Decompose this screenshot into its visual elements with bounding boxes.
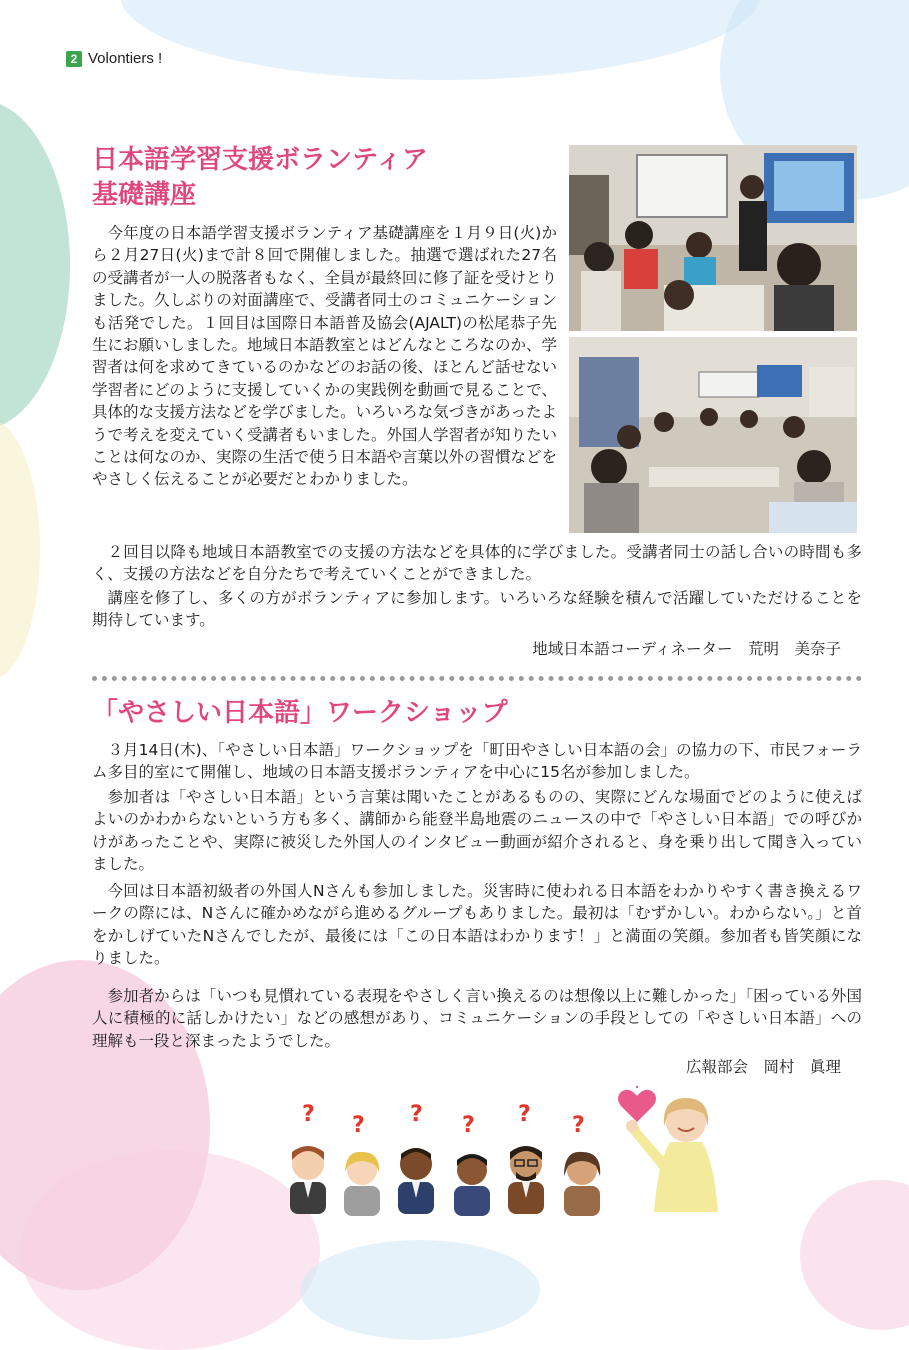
photo-lecture bbox=[569, 145, 857, 331]
background-blob-pink-light bbox=[20, 1150, 320, 1350]
person-1-icon bbox=[282, 1138, 334, 1214]
person-6-icon bbox=[556, 1146, 608, 1216]
person-4-icon bbox=[446, 1146, 498, 1216]
section2-title: 「やさしい日本語」ワークショップ bbox=[92, 698, 508, 728]
question-mark-icon: ? bbox=[410, 1102, 423, 1127]
background-blob-blue bbox=[120, 0, 760, 80]
question-mark-icon: ? bbox=[302, 1102, 315, 1127]
person-5-icon bbox=[500, 1138, 552, 1214]
section2-signature: 広報部会 岡村 眞理 bbox=[685, 1058, 841, 1076]
photo-classroom bbox=[569, 337, 857, 533]
section1-title-line1: 日本語学習支援ボランティア bbox=[92, 145, 428, 175]
section2-paragraph1: ３月14日(木)、「やさしい日本語」ワークショップを「町田やさしい日本語の会」の協力の下、市民フォーラム多目的室にて開催し、地域の日本語支援ボランティアを中心に15名が参加しました。 bbox=[92, 741, 862, 782]
background-blob-green bbox=[0, 100, 70, 430]
section1-title bbox=[92, 143, 428, 213]
section-divider bbox=[92, 676, 862, 681]
header-label: Volontiers ! bbox=[88, 50, 163, 67]
page-header bbox=[66, 50, 162, 67]
background-blob-blue-bottom bbox=[300, 1240, 540, 1340]
person-3-icon bbox=[390, 1138, 442, 1214]
section1-paragraph3: 講座を修了し、多くの方がボランティアに参加します。いろいろな経験を積んで活躍していただけることを期待しています。 bbox=[92, 589, 862, 630]
section1-signature: 地域日本語コーディネーター 荒明 美奈子 bbox=[532, 640, 841, 658]
photo-classroom-image bbox=[569, 337, 857, 533]
teacher-icon bbox=[618, 1092, 728, 1212]
section1-paragraph2: ２回目以降も地域日本語教室での支援の方法などを具体的に学びました。受講者同士の話し合いの時間も多く、支援の方法などを自分たちで考えていくことができました。 bbox=[92, 543, 862, 584]
background-blob-pink-bottom-right bbox=[800, 1180, 909, 1330]
background-blob-yellow bbox=[0, 420, 40, 680]
photo-lecture-image bbox=[569, 145, 857, 331]
section2-paragraph4: 参加者からは「いつも見慣れている表現をやさしく言い換えるのは想像以上に難しかった」「困っている外国人に積極的に話しかけたい」などの感想があり、コミュニケーションの手段としての「やさしい日本語」への理解も一段と深まったようでした。 bbox=[92, 987, 862, 1050]
question-mark-icon: ? bbox=[572, 1113, 585, 1138]
section1-paragraph1: 今年度の日本語学習支援ボランティア基礎講座を１月９日(火)から２月27日(火)まで計８回で開催しました。抽選で選ばれた27名の受講者が一人の脱落者もなく、全員が最終回に修了証を受けとりました。久しぶりの対面講座で、受講者同士のコミュニケーションも活発でした。１回目は国際日本語普及協会(AJALT)の松尾恭子先生にお願いしました。地域日本語教室とはどんなところなのか、学習者は何を求めてきているのかなどのお話の後、ほとんど話せない学習者にどのように支援していくかの実践例を動画で見ることで、具体的な支援方法などを学びました。いろいろな気づきがあったようで考えを変えていく受講者もいました。外国人学習者が知りたいことは何なのか、実際の生活で使う日本語や言葉以外の習慣などをやさしく伝えることが必要だとわかりました。 bbox=[92, 224, 558, 489]
question-mark-icon: ? bbox=[518, 1102, 531, 1127]
question-mark-icon: ? bbox=[462, 1113, 475, 1138]
section2-paragraph2: 参加者は「やさしい日本語」という言葉は聞いたことがあるものの、実際にどんな場面でどのように使えばよいのかわからないという方も多く、講師から能登半島地震のニュースの中で「やさしい日本語」での呼びかけがあったことや、実際に被災した外国人のインタビュー動画が紹介されると、身を乗り出して聞き入っていました。 bbox=[92, 788, 862, 874]
section1-title-line2: 基礎講座 bbox=[92, 180, 197, 210]
person-2-icon bbox=[336, 1146, 388, 1216]
page-number-box: 2 bbox=[66, 51, 82, 67]
section2-paragraph3: 今回は日本語初級者の外国人Nさんも参加しました。災害時に使われる日本語をわかりやすく書き換えるワークの際には、Nさんに確かめながら進めるグループもありました。最初は「むずかしい。わからない。」と首をかしげていたNさんでしたが、最後には「この日本語はわかります！」と満面の笑顔。参加者も皆笑顔になりました。 bbox=[92, 882, 862, 968]
question-mark-icon: ? bbox=[352, 1113, 365, 1138]
